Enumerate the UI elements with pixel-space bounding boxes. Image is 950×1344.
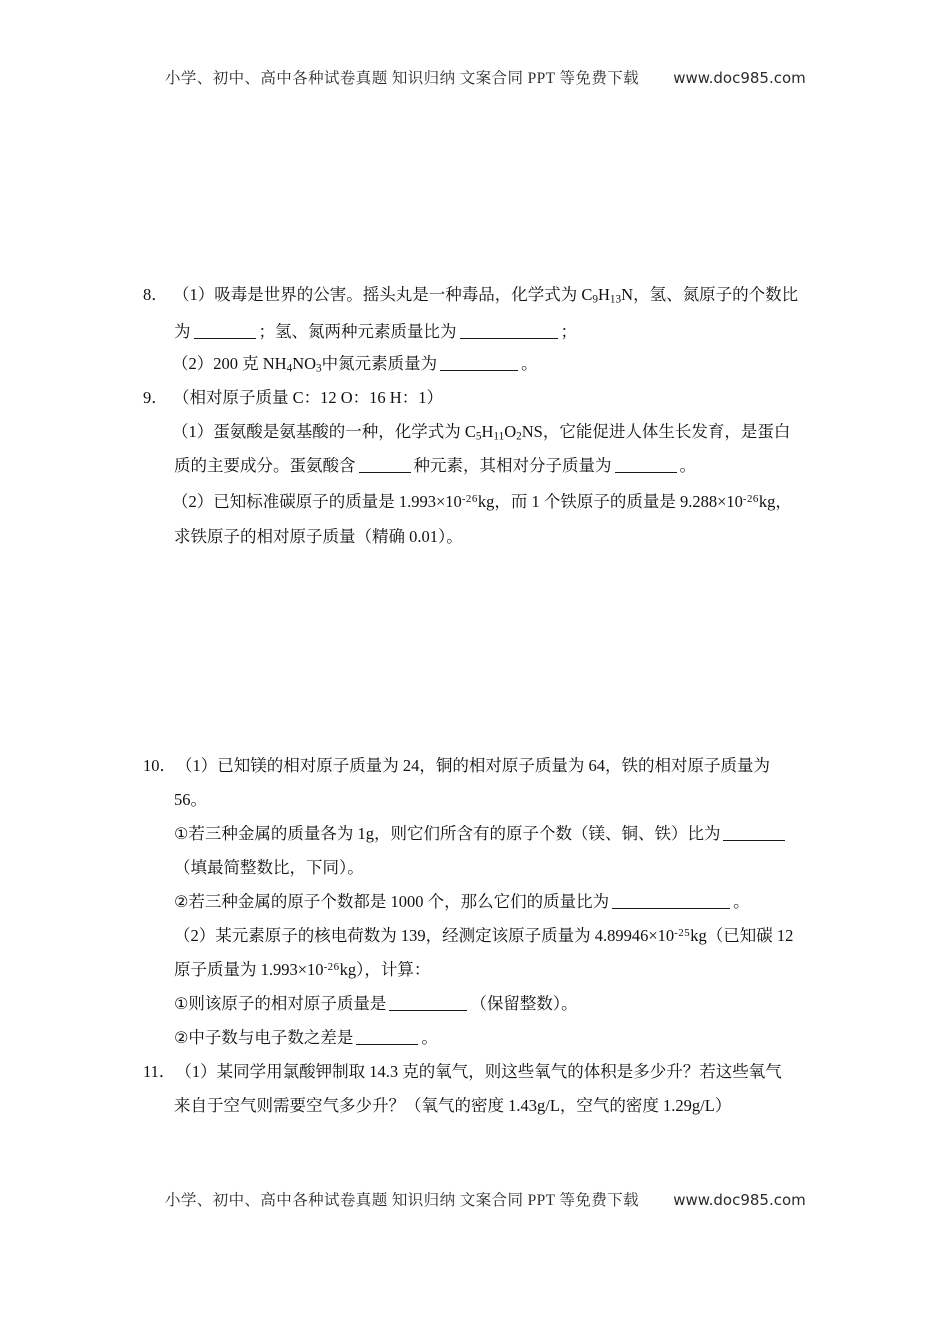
line-text: （1）已知镁的相对原子质量为 24，铜的相对原子质量为 64，铁的相对原子质量为 [176, 756, 770, 775]
question-line [174, 456, 696, 476]
answer-blank[interactable] [615, 472, 677, 473]
line-text: （2）200 克 [172, 354, 263, 373]
chemical-formula: $NH_4NO_3$ [262, 354, 322, 375]
circled-number: ② [174, 892, 189, 911]
answer-blank[interactable] [389, 1010, 467, 1011]
question-line [174, 858, 364, 878]
question-line [174, 790, 207, 810]
answer-blank[interactable] [460, 338, 558, 339]
line-text: 。 [521, 354, 538, 373]
line-text: 。 [733, 892, 750, 911]
footer-watermark-text: 小学、初中、高中各种试卷真题 知识归纳 文案合同 PPT 等免费下载 [165, 1192, 640, 1209]
line-text: 56。 [174, 790, 207, 809]
answer-blank[interactable] [194, 338, 256, 339]
question-line [174, 527, 463, 547]
header-watermark [165, 66, 865, 88]
line-text: ； [560, 322, 577, 341]
line-text: （保留整数）。 [470, 994, 578, 1013]
answer-blank[interactable] [723, 840, 785, 841]
question-line [143, 756, 770, 776]
line-text: 质的主要成分。蛋氨酸含 [174, 456, 356, 475]
line-text: 若三种金属的原子个数都是 1000 个，那么它们的质量比为 [188, 892, 610, 911]
line-text: 。 [679, 456, 696, 475]
line-text: （1）吸毒是世界的公害。摇头丸是一种毒品，化学式为 [173, 285, 582, 304]
answer-blank[interactable] [359, 472, 411, 473]
line-text: （填最简整数比，下同）。 [174, 858, 364, 877]
line-text: ，氢、氮原子的个数比 [633, 285, 799, 304]
line-text: ；氢、氮两种元素质量比为 [258, 322, 457, 341]
question-line [143, 285, 798, 305]
question-line [174, 994, 578, 1014]
line-text: 原子质量为 1.993×10 [174, 960, 324, 979]
answer-blank[interactable] [612, 908, 730, 909]
footer-watermark-url: www.doc985.com [673, 1191, 806, 1209]
line-text: （1）蛋氨酸是氨基酸的一种，化学式为 [172, 422, 465, 441]
question-line [174, 1096, 731, 1116]
answer-blank[interactable] [356, 1044, 418, 1045]
line-text: （相对原子质量 C：12 O：16 H：1） [173, 388, 443, 407]
question-line [174, 926, 793, 946]
header-watermark-text: 小学、初中、高中各种试卷真题 知识归纳 文案合同 PPT 等免费下载 [165, 70, 640, 87]
question-line [172, 492, 792, 512]
circled-number: ① [174, 994, 189, 1013]
line-text: 为 [174, 322, 191, 341]
line-text: （2）已知标准碳原子的质量是 1.993×10 [172, 492, 462, 511]
line-text: 求铁原子的相对原子质量（精确 0.01）。 [174, 527, 463, 546]
line-text: 中氮元素质量为 [321, 354, 438, 373]
footer-watermark [165, 1188, 865, 1210]
question-line [174, 960, 430, 980]
line-text: kg），计算： [339, 960, 431, 979]
line-text: 若三种金属的质量各为 1g，则它们所含有的原子个数（镁、铜、铁）比为 [188, 824, 721, 843]
question-number: 10． [143, 756, 176, 775]
line-text: ，它能促进人体生长发育，是蛋白 [542, 422, 791, 441]
line-text: 来自于空气则需要空气多少升？（氧气的密度 1.43g/L，空气的密度 1.29g/L） [174, 1096, 732, 1115]
question-line [174, 892, 750, 912]
question-line [174, 1028, 438, 1048]
circled-number: ① [174, 824, 189, 843]
question-line [172, 422, 790, 442]
question-number: 9． [143, 388, 168, 407]
answer-blank[interactable] [440, 370, 518, 371]
question-line [172, 354, 538, 374]
chemical-formula: $C_5H_{11}O_2NS$ [464, 422, 543, 443]
question-number: 11． [143, 1062, 176, 1081]
line-text: （2）某元素原子的核电荷数为 139，经测定该原子质量为 4.89946×10 [174, 926, 675, 945]
line-text: 。 [421, 1028, 438, 1047]
circled-number: ② [174, 1028, 189, 1047]
exponent: -25 [674, 927, 691, 940]
question-line [143, 388, 443, 408]
line-text: 则该原子的相对原子质量是 [188, 994, 387, 1013]
exponent: -26 [742, 493, 759, 506]
chemical-formula: $C_9H_{13}N$ [581, 285, 634, 306]
question-line [143, 1062, 782, 1082]
header-watermark-url: www.doc985.com [673, 69, 806, 87]
line-text: 中子数与电子数之差是 [188, 1028, 354, 1047]
line-text: （1）某同学用氯酸钾制取 14.3 克的氧气，则这些氧气的体积是多少升？若这些氧气 [175, 1062, 782, 1081]
question-number: 8． [143, 285, 168, 304]
line-text: kg（已知碳 12 [690, 926, 794, 945]
question-line [174, 322, 577, 342]
exponent: -26 [461, 493, 478, 506]
exponent: -26 [323, 961, 340, 974]
question-line [174, 824, 788, 844]
line-text: kg，而 1 个铁原子的质量是 9.288×10 [477, 492, 743, 511]
line-text: 种元素，其相对分子质量为 [413, 456, 612, 475]
line-text: kg， [758, 492, 792, 511]
